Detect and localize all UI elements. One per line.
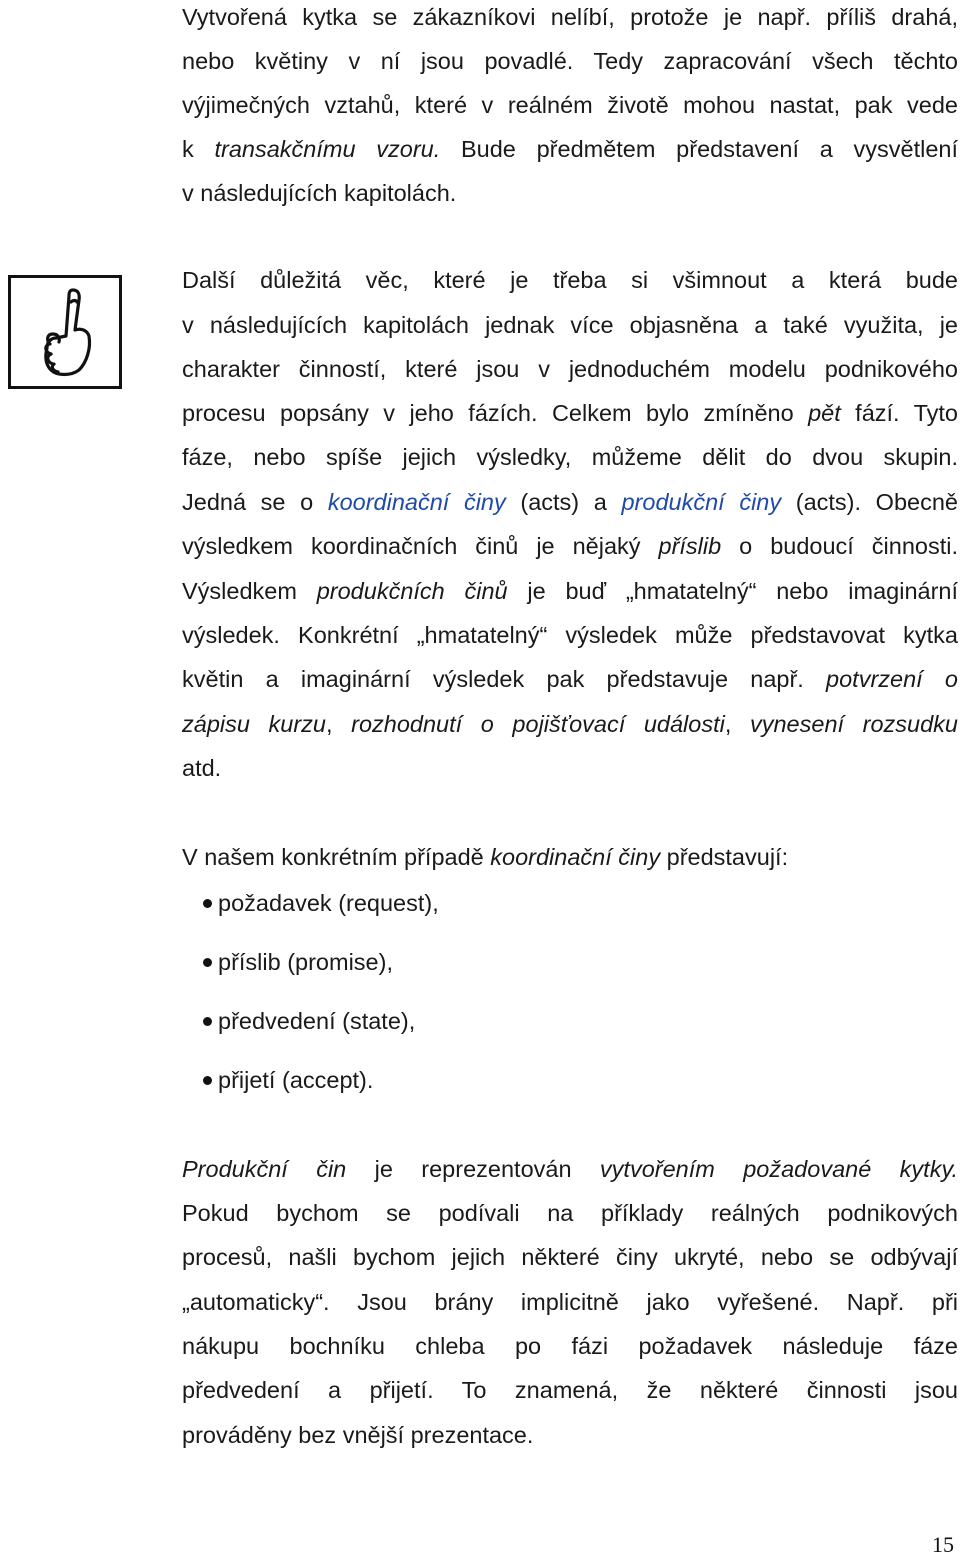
text-span: ,: [326, 711, 352, 737]
italic-term: produkčních činů: [316, 578, 508, 604]
text-line: „automaticky“. Jsou brány implicitně jako vyřešené. Např. při: [182, 1289, 958, 1315]
text-span: o budoucí činnosti.: [721, 533, 958, 559]
text-line: charakter činností, které jsou v jednoduchém modelu podnikového: [182, 356, 958, 382]
pointing-hand-icon: [8, 275, 122, 389]
text-line: procesů, našli bychom jejich některé činy ukryté, nebo se odbývají: [182, 1244, 958, 1270]
text-span: fází. Tyto: [840, 400, 958, 426]
text-line: [182, 487, 958, 517]
text-span: výsledkem koordinačních činů je nějaký: [182, 533, 659, 559]
list-item-label: předvedení (state),: [218, 1008, 416, 1034]
bullet-icon: [203, 958, 212, 967]
text-line: v následujících kapitolách jednak více objasněna a také využita, je: [182, 312, 958, 338]
text-line: [182, 1154, 958, 1184]
text-span: V našem konkrétním případě: [182, 844, 491, 870]
text-line: Vytvořená kytka se zákazníkovi nelíbí, protože je např. příliš drahá,: [182, 4, 958, 30]
term-coordination-acts: koordinační činy: [327, 489, 506, 515]
list-item: [218, 1006, 415, 1036]
text-line: [182, 709, 958, 739]
italic-term: příslib: [658, 533, 722, 559]
text-line: prováděny bez vnější prezentace.: [182, 1422, 534, 1448]
text-span: ,: [724, 711, 750, 737]
page-number: 15: [932, 1532, 954, 1557]
text-span: představují:: [660, 844, 789, 870]
text-line: atd.: [182, 755, 222, 781]
italic-term: koordinační činy: [490, 844, 661, 870]
text-span: Jedná se o: [182, 489, 328, 515]
list-item: [218, 888, 439, 918]
text-span: procesu popsány v jeho fázích. Celkem bylo zmíněno: [182, 400, 809, 426]
text-line: Pokud bychom se podívali na příklady reálných podnikových: [182, 1200, 958, 1226]
text-line: nákupu bochníku chleba po fázi požadavek následuje fáze: [182, 1333, 958, 1359]
text-line: výsledek. Konkrétní „hmatatelný“ výsledek může představovat kytka: [182, 622, 958, 648]
italic-term: potvrzení o: [826, 666, 958, 692]
text-span: Bude předmětem představení a vysvětlení: [440, 136, 958, 162]
italic-term: pět: [808, 400, 841, 426]
italic-term: vynesení rozsudku: [749, 711, 958, 737]
italic-term: vytvořením požadované kytky.: [599, 1156, 958, 1182]
italic-term: transakčnímu vzoru.: [214, 136, 441, 162]
text-span: Výsledkem: [182, 578, 317, 604]
text-line: [182, 664, 958, 694]
bullet-icon: [203, 1017, 212, 1026]
text-line: [182, 576, 958, 606]
text-line: předvedení a přijetí. To znamená, že některé činnosti jsou: [182, 1377, 958, 1403]
text-span: květin a imaginární výsledek pak představuje např.: [182, 666, 827, 692]
list-item-label: přijetí (accept).: [218, 1067, 374, 1093]
text-line: [182, 134, 958, 164]
text-span: je buď „hmatatelný“ nebo imaginární: [507, 578, 959, 604]
text-line: [182, 531, 958, 561]
text-line: výjimečných vztahů, které v reálném životě mohou nastat, pak vede: [182, 92, 958, 118]
list-item-label: příslib (promise),: [218, 949, 393, 975]
bullet-icon: [203, 899, 212, 908]
term-production-acts: produkční činy: [621, 489, 782, 515]
pointing-hand-icon: [11, 278, 119, 386]
text-line: Další důležitá věc, které je třeba si všimnout a která bude: [182, 267, 958, 293]
paragraph-3: [182, 842, 958, 872]
text-span: je reprezentován: [346, 1156, 600, 1182]
text-span: k: [182, 136, 215, 162]
italic-term: Produkční čin: [182, 1156, 347, 1182]
list-item-label: požadavek (request),: [218, 890, 439, 916]
text-line: nebo květiny v ní jsou povadlé. Tedy zapracování všech těchto: [182, 48, 958, 74]
text-span: (acts) a: [505, 489, 622, 515]
italic-term: zápisu kurzu: [182, 711, 326, 737]
text-line: fáze, nebo spíše jejich výsledky, můžeme dělit do dvou skupin.: [182, 444, 958, 470]
bullet-icon: [203, 1076, 212, 1085]
text-span: (acts). Obecně: [781, 489, 958, 515]
list-item: [218, 947, 393, 977]
italic-term: rozhodnutí o pojišťovací události: [351, 711, 725, 737]
text-line: [182, 398, 958, 428]
list-item: [218, 1065, 373, 1095]
text-line: v následujících kapitolách.: [182, 180, 457, 206]
